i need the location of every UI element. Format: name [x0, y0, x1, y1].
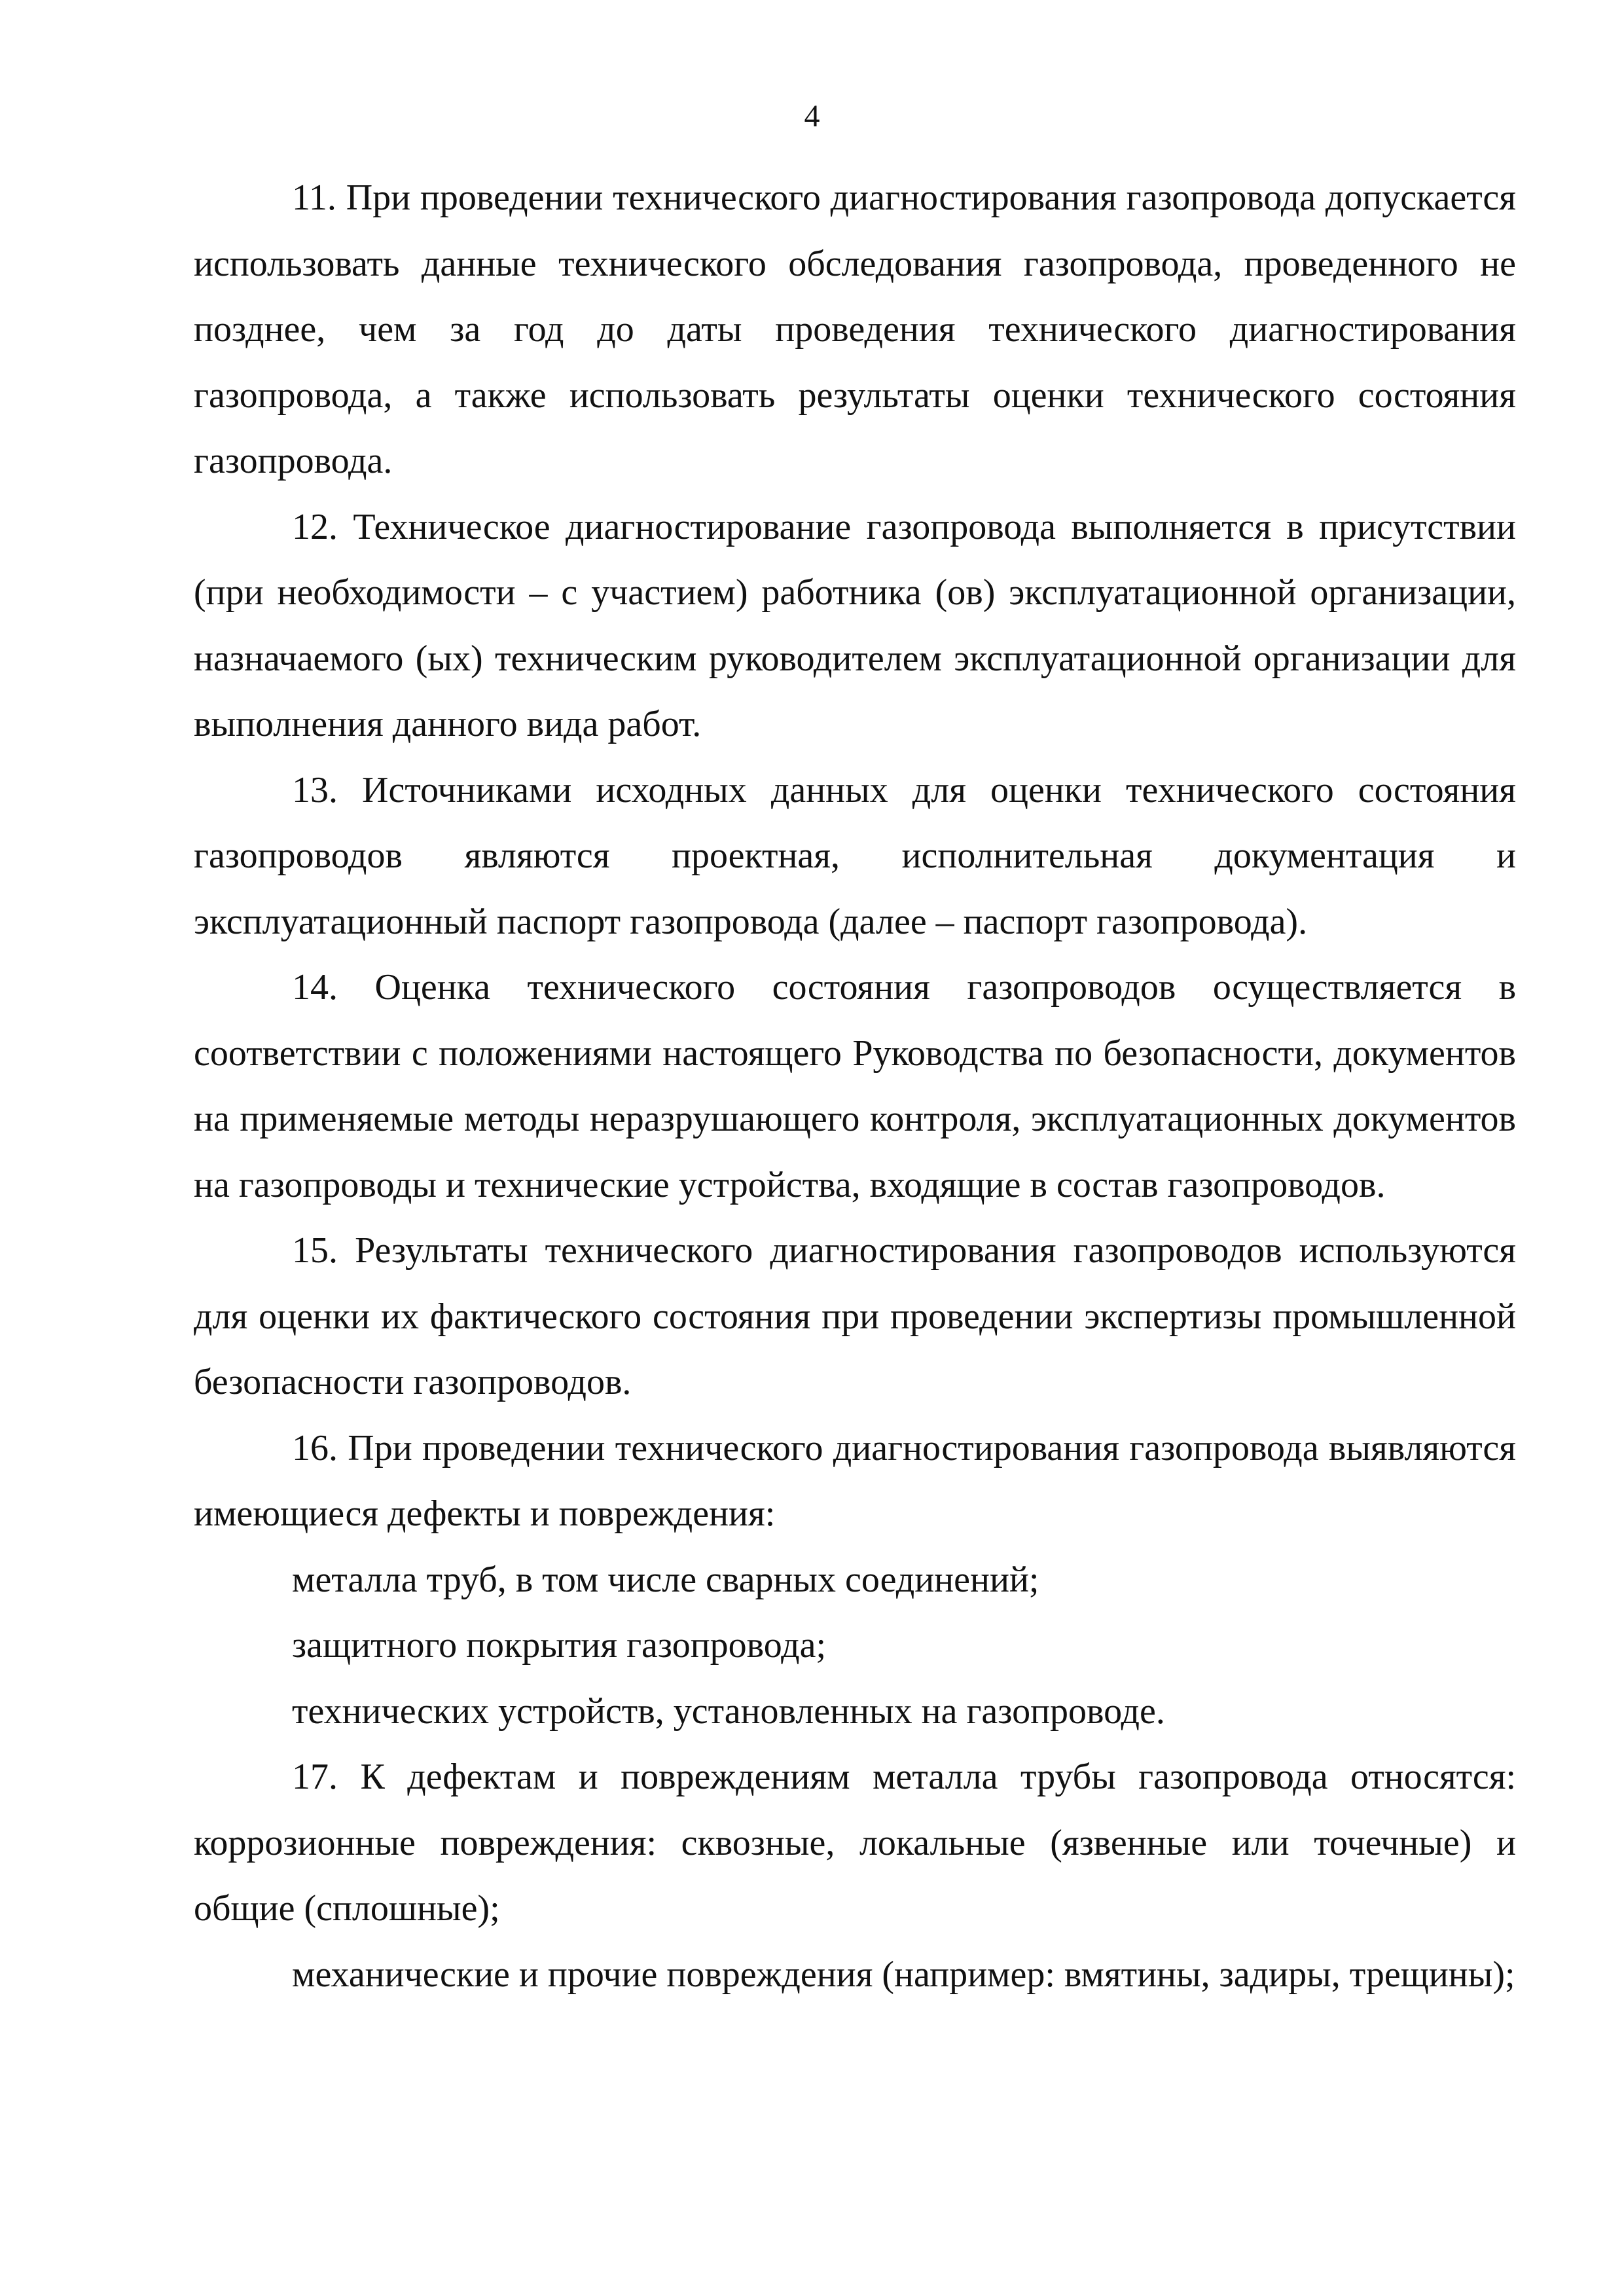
paragraph-number: 17.: [292, 1757, 338, 1797]
paragraph-number: 14.: [292, 967, 338, 1008]
paragraph-text: При проведении технического диагностирования газопровода допускается использовать данные технического обследования газопровода, проведенного не позднее, чем за год до даты проведения технического диагностирования газопровода, а также использовать результаты оценки технического состояния газопровода.: [194, 177, 1516, 481]
document-body: [194, 165, 1516, 2007]
list-item: технических устройств, установленных на газопроводе.: [292, 1690, 1165, 1732]
paragraph-text: К дефектам и повреждениям металла трубы газопровода относятся: коррозионные повреждения: сквозные, локальные (язвенные или точечные) и общие (сплошные);: [194, 1757, 1517, 1929]
list-item: металла труб, в том числе сварных соединений;: [292, 1559, 1039, 1600]
paragraph-number: 11.: [292, 177, 336, 218]
list-item: защитного покрытия газопровода;: [292, 1625, 827, 1666]
paragraph-text: Оценка технического состояния газопроводов осуществляется в соответствии с положениями настоящего Руководства по безопасности, документов на применяемые методы неразрушающего контроля, эксплуатационных документов на газопроводы и технические устройства, входящие в состав газопроводов.: [194, 967, 1517, 1205]
paragraph-15: [194, 1218, 1516, 1415]
paragraph-13: [194, 757, 1516, 955]
paragraph-14: [194, 955, 1516, 1218]
paragraph-number: 15.: [292, 1230, 338, 1271]
paragraph-17: [194, 1744, 1516, 1942]
page-number: 4: [804, 99, 820, 134]
paragraph-text: При проведении технического диагностирования газопровода выявляются имеющиеся дефекты и повреждения:: [194, 1427, 1517, 1534]
paragraph-text: Результаты технического диагностирования газопроводов используются для оценки их фактического состояния при проведении экспертизы промышленной безопасности газопроводов.: [194, 1230, 1516, 1402]
paragraph-text: Техническое диагностирование газопровода выполняется в присутствии (при необходимости – с участием) работника (ов) эксплуатационной организации, назначаемого (ых) техническим руководителем эксплуатационной организации для выполнения данного вида работ.: [194, 506, 1516, 744]
paragraph-text: Источниками исходных данных для оценки технического состояния газопроводов являются проектная, исполнительная документация и эксплуатационный паспорт газопровода (далее – паспорт газопровода).: [194, 769, 1517, 942]
paragraph-12: [194, 494, 1516, 757]
paragraph-number: 16.: [292, 1427, 338, 1468]
paragraph-11: [194, 165, 1516, 494]
paragraph-17-continuation: механические и прочие повреждения (например: вмятины, задиры, трещины);: [292, 1954, 1515, 1995]
paragraph-16: [194, 1415, 1516, 1547]
paragraph-number: 12.: [292, 506, 338, 547]
paragraph-number: 13.: [292, 769, 338, 811]
